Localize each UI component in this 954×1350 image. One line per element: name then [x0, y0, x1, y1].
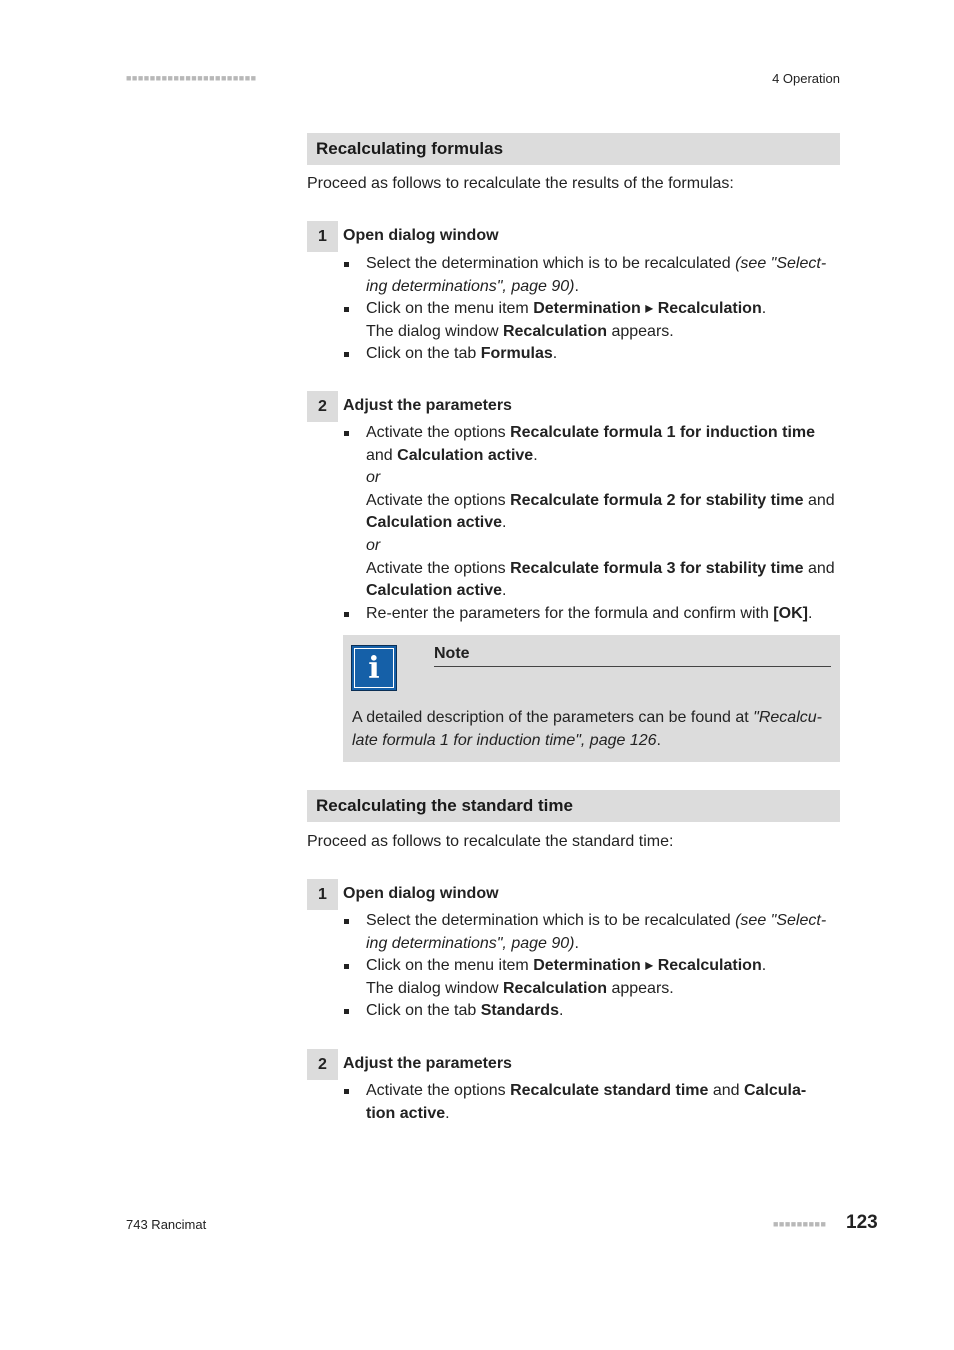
section-title: Recalculating formulas [316, 139, 504, 158]
section-intro: Proceed as follows to recalculate the standard time: [307, 833, 674, 850]
step-number: 2 [307, 1049, 338, 1080]
chapter-title: 4 Operation [772, 71, 840, 86]
step-title: Open dialog window [343, 227, 499, 244]
step-title: Adjust the parameters [343, 397, 512, 414]
section-heading-formulas [307, 133, 840, 165]
note-divider [434, 666, 831, 667]
list-item: Activate the options Recalculate standard time and Calcula- tion active. [343, 1080, 843, 1125]
footer-product: 743 Rancimat [126, 1217, 207, 1232]
step-number: 2 [307, 391, 338, 422]
step-1-list [343, 910, 843, 1023]
note-box [343, 635, 840, 762]
note-text: A detailed description of the parameters can be found at "Recalcu- late formula 1 for induction time", page 126. [352, 709, 822, 749]
step-number: 1 [307, 879, 338, 910]
list-item: Select the determination which is to be recalculated (see "Select- ing determinations", page 90). [343, 253, 843, 298]
step-2-list [343, 422, 843, 625]
step-1-list [343, 253, 843, 366]
section-heading-standard-time [307, 790, 840, 822]
list-item: Click on the tab Standards. [343, 1000, 843, 1023]
step-number: 1 [307, 221, 338, 252]
step-title: Adjust the parameters [343, 1055, 512, 1072]
page-number: 123 [846, 1212, 878, 1233]
list-item: Activate the options Recalculate formula 1 for induction time and Calculation active. or Activate the options Recalculate formula 2 for stability time and Calculation active. or Activate the options Recalculate formula 3 for stability time and Calculation active. [343, 422, 843, 603]
list-item: Re-enter the parameters for the formula and confirm with [OK]. [343, 603, 843, 626]
info-icon: i [351, 645, 397, 691]
section-intro: Proceed as follows to recalculate the results of the formulas: [307, 175, 734, 192]
step-2-list [343, 1080, 843, 1125]
menu-arrow-icon: ▸ [640, 957, 658, 975]
list-item: Select the determination which is to be recalculated (see "Select- ing determinations", page 90). [343, 910, 843, 955]
list-item: Click on the menu item Determination ▸ Recalculation. The dialog window Recalculation appears. [343, 955, 843, 1000]
footer-decoration: ■■■■■■■■■ [773, 1219, 827, 1229]
menu-arrow-icon: ▸ [640, 300, 658, 318]
note-title: Note [434, 645, 470, 662]
header-decoration: ■■■■■■■■■■■■■■■■■■■■■■ [126, 73, 257, 83]
section-title: Recalculating the standard time [316, 796, 573, 815]
step-title: Open dialog window [343, 885, 499, 902]
list-item: Click on the tab Formulas. [343, 343, 843, 366]
list-item: Click on the menu item Determination ▸ Recalculation. The dialog window Recalculation appears. [343, 298, 843, 343]
